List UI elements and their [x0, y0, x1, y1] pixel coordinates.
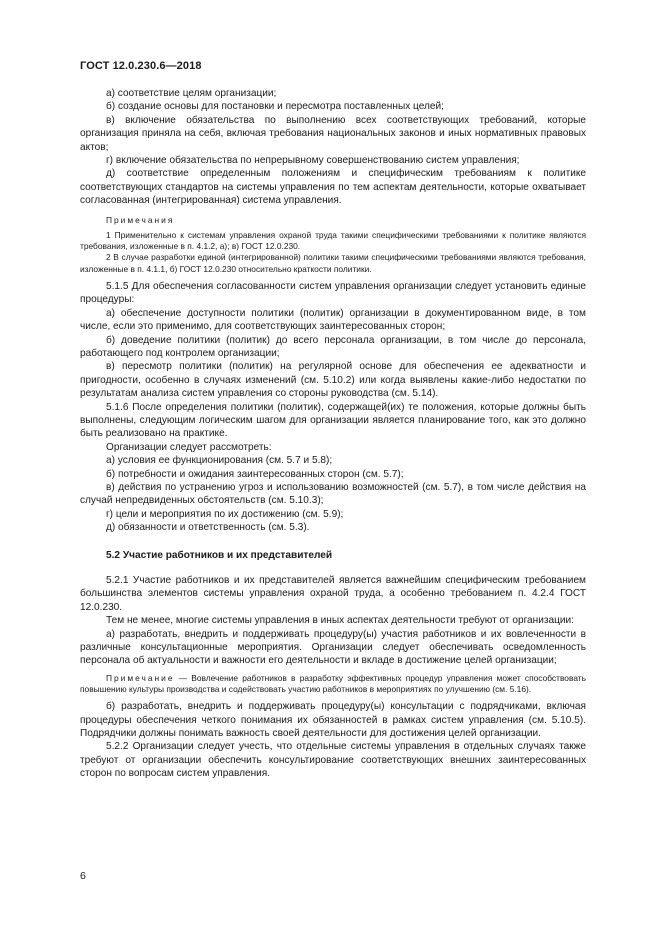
list-item: в) действия по устранению угроз и использованию возможностей (см. 5.7), в том числе действия на случай непредвиденных обстоятельств (см. 5.10.3);	[80, 481, 586, 507]
list-item: б) доведение политики (политик) до всего персонала организации, в том числе до персонала, работающего под контролем организации;	[80, 334, 586, 359]
list-item: в) пересмотр политики (политик) на регулярной основе для обеспечения ее адекватности и пригодности, особенно в случаях изменений (см. 5.10.2) или когда выявлены какие-либо недостатки по результатам анализа систем управления со стороны руководства (см. 5.14).	[80, 361, 586, 400]
list-item: д) обязанности и ответственность (см. 5.3).	[106, 522, 310, 534]
document-body	[80, 87, 586, 781]
note-text: — Вовлечение работников в разработку эффективных процедур управления может способствовать повышению культуры производства и содействовать участию работников в мероприятиях по улучшению (см. 5.16).	[80, 672, 586, 695]
paragraph: Организации следует рассмотреть:	[106, 441, 272, 453]
note-label: Примечание	[106, 672, 175, 683]
list-item: б) потребности и ожидания заинтересованных сторон (см. 5.7);	[106, 468, 404, 480]
list-item: а) разработать, внедрить и поддерживать процедуру(ы) участия работников и их вовлеченности в различные консультационные мероприятия. Организации следует обеспечивать осведомленность персонала об актуальности и важности его деятельности и вкладе в достижение целей организации;	[80, 628, 586, 667]
paragraph: 5.2.2 Организации следует учесть, что отдельные системы управления в отдельных случаях также требуют от организации обеспечить консультирование соответствующих внешних заинтересованных сторон по вопросам систем управления.	[80, 741, 586, 780]
paragraph: 5.1.6 После определения политики (политик), содержащей(их) те положения, которые должны быть выполнены, следующим логическим шагом для организации является планирование того, как это должно быть реализовано на практике.	[80, 401, 586, 440]
paragraph: 5.2.1 Участие работников и их представителей является важнейшим специфическим требованием большинства элементов системы управления охраной труда, а особенно требованием п. 4.2.4 ГОСТ 12.0.230.	[80, 575, 586, 613]
list-item: д) соответствие определенным положениям и специфическим требованиям к политике соответствующих стандартов на системы управления по тем аспектам деятельности, которые охватывает согласованная (интегрированная) система управления.	[80, 168, 586, 207]
note-item: 1 Применительно к системам управления охраной труда такими специфическими требованиями к политике являются требования, изложенные в п. 4.1.2, а); в) ГОСТ 12.0.230.	[80, 230, 586, 252]
notes-heading: Примечания	[106, 214, 175, 225]
list-item: в) включение обязательства по выполнению всех соответствующих требований, которые организация приняла на себя, включая требования национальных законов и иных нормативных правовых актов;	[80, 114, 586, 153]
paragraph: Тем не менее, многие системы управления в иных аспектах деятельности требуют от организации:	[106, 615, 574, 627]
list-item: а) соответствие целям организации;	[106, 88, 277, 99]
note-item: 2 В случае разработки единой (интегрированной) политики такими специфическими требованиями являются требования, изложенные в п. 4.1.1, б) ГОСТ 12.0.230 относительно краткости политики.	[80, 252, 586, 274]
page-number: 6	[80, 870, 86, 882]
list-item: б) разработать, внедрить и поддерживать процедуру(ы) консультации с подрядчиками, включая процедуры обеспечения четкого понимания их обязанностей в рамках систем управления (см. 5.10.5). Подрядчики должны понимать важность своей деятельности для достижения целей организации.	[80, 701, 586, 740]
list-item: г) цели и мероприятия по их достижению (см. 5.9);	[106, 508, 344, 520]
note-item	[80, 673, 586, 695]
list-item: а) условия ее функционирования (см. 5.7 и 5.8);	[106, 455, 333, 467]
list-item: а) обеспечение доступности политики (политик) организации в документированном виде, в том числе, если это применимо, для соответствующих заинтересованных сторон;	[80, 307, 586, 333]
paragraph: 5.1.5 Для обеспечения согласованности систем управления организации следует установить единые процедуры:	[80, 280, 586, 306]
section-heading: 5.2 Участие работников и их представителей	[106, 549, 333, 561]
list-item: г) включение обязательства по непрерывному совершенствованию систем управления;	[106, 155, 520, 167]
document-header: ГОСТ 12.0.230.6—2018	[80, 60, 202, 72]
list-item: б) создание основы для постановки и пересмотра поставленных целей;	[106, 101, 444, 113]
